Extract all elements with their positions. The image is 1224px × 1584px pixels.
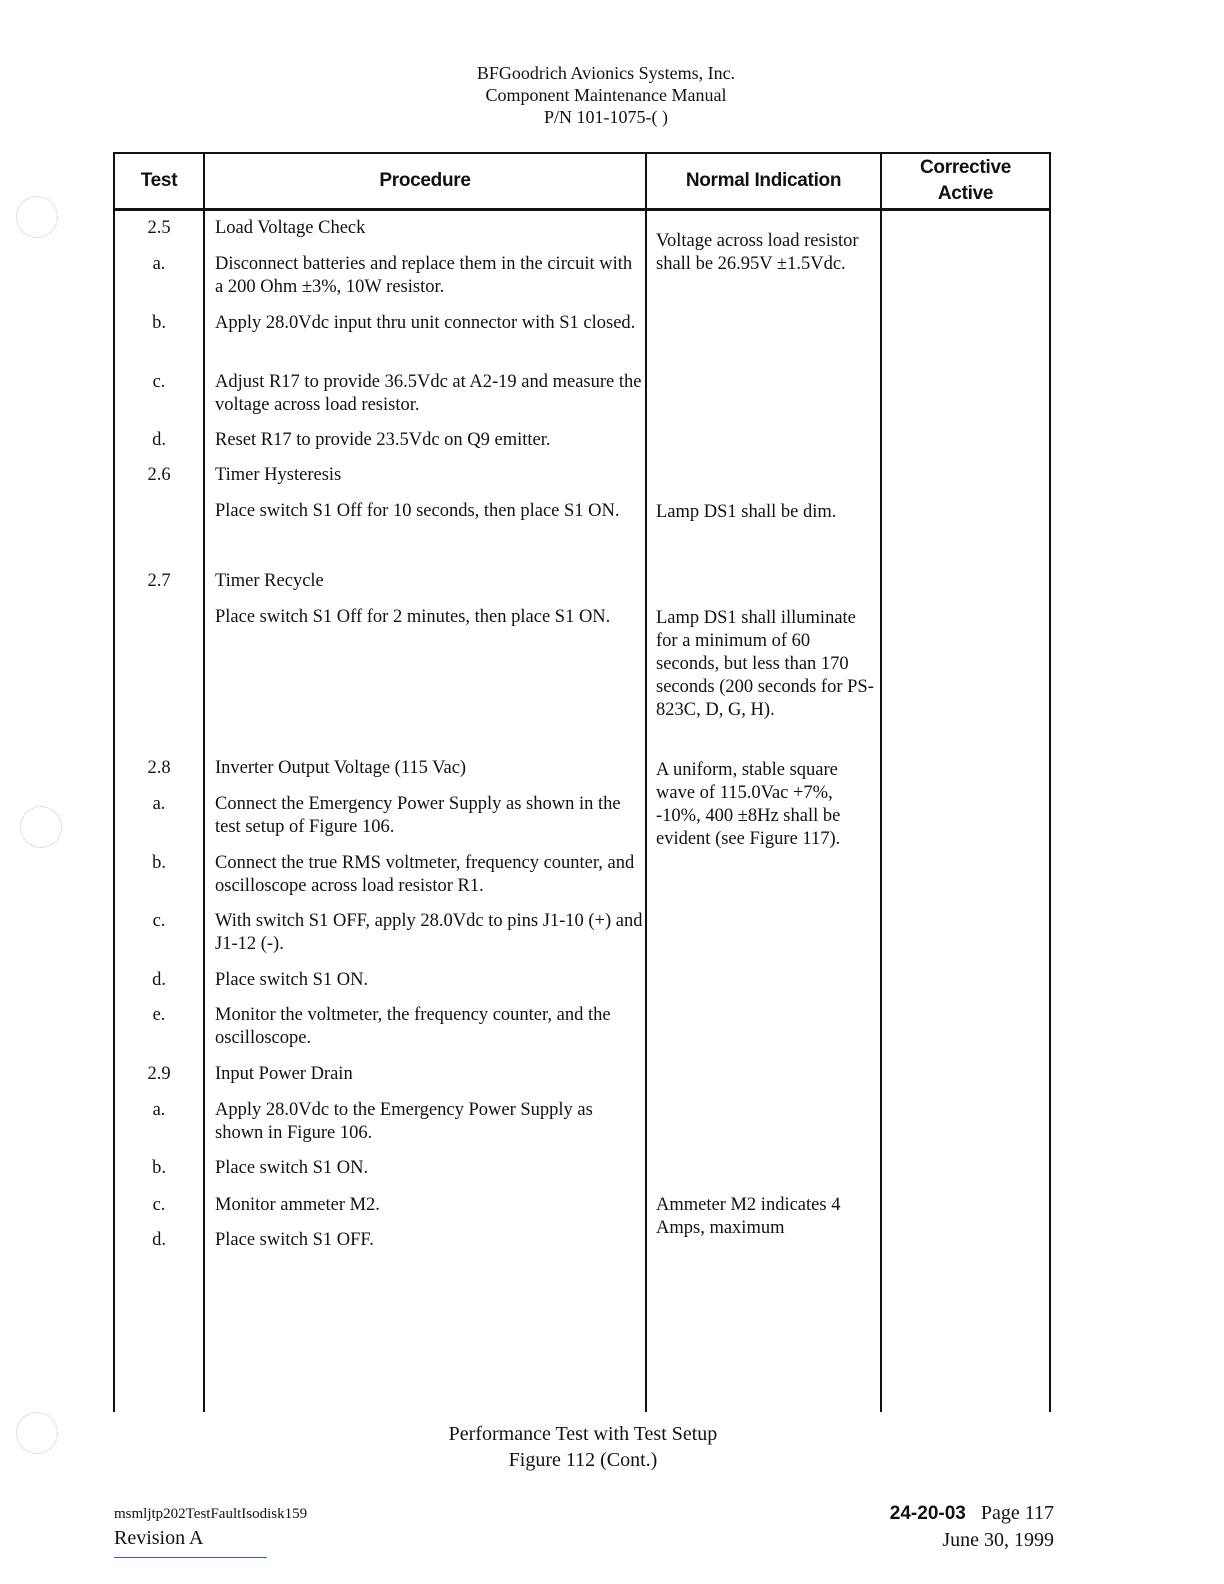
test-number: a. [152, 1100, 166, 1120]
procedure-step: Input Power Drain [215, 1064, 353, 1084]
document-number: 24-20-03 [889, 1503, 966, 1524]
test-number: a. [152, 254, 166, 274]
procedure-step: With switch S1 OFF, apply 28.0Vdc to pins J1-10 (+) and J1-12 (-). [215, 911, 643, 954]
test-number: 2.5 [147, 218, 171, 238]
procedure-step: Apply 28.0Vdc to the Emergency Power Supply as shown in Figure 106. [215, 1100, 593, 1143]
page-number: Page 117 [980, 1502, 1054, 1524]
table-header-rule [113, 208, 1051, 211]
table-column-rule [1049, 152, 1051, 1412]
footer-link-underline [114, 1557, 267, 1558]
table-column-rule [203, 152, 205, 1412]
footer-left [114, 1504, 307, 1552]
footer-date: June 30, 1999 [942, 1529, 1054, 1551]
normal-indication: A uniform, stable square wave of 115.0Vac +7%, -10%, 400 ±8Hz shall be evident (see Figure 117). [656, 760, 841, 849]
test-number: 2.8 [147, 758, 171, 778]
caption-figure-number: Figure 112 (Cont.) [508, 1449, 658, 1471]
test-number: b. [152, 853, 166, 873]
procedure-step: Connect the true RMS voltmeter, frequency counter, and oscilloscope across load resistor R1. [215, 853, 635, 896]
procedure-step: Place switch S1 Off for 10 seconds, then place S1 ON. [215, 501, 620, 521]
corrective-header-line1: Corrective [920, 157, 1011, 178]
page-header [0, 62, 1212, 128]
footer-right [890, 1500, 1054, 1553]
test-number: d. [152, 430, 166, 450]
test-number: 2.7 [147, 571, 171, 591]
table-column-rule [880, 152, 882, 1412]
procedure-step: Place switch S1 ON. [215, 1158, 369, 1178]
test-number: c. [152, 1195, 166, 1215]
footer-filename: msmljtp202TestFaultIsodisk159 [114, 1506, 308, 1522]
procedure-step: Place switch S1 ON. [215, 970, 369, 990]
procedure-step: Apply 28.0Vdc input thru unit connector with S1 closed. [215, 313, 636, 333]
procedure-step: Connect the Emergency Power Supply as shown in the test setup of Figure 106. [215, 794, 621, 837]
company-name: BFGoodrich Avionics Systems, Inc. [476, 63, 736, 83]
procedure-step: Monitor the voltmeter, the frequency counter, and the oscilloscope. [215, 1005, 611, 1048]
punch-hole-mark [16, 196, 58, 238]
caption-title: Performance Test with Test Setup [448, 1423, 718, 1445]
procedure-step: Reset R17 to provide 23.5Vdc on Q9 emitter. [215, 430, 551, 450]
procedure-step: Disconnect batteries and replace them in the circuit with a 200 Ohm ±3%, 10W resistor. [215, 254, 633, 297]
punch-hole-mark [20, 806, 62, 848]
column-header-corrective-active [882, 154, 1049, 208]
footer-revision: Revision A [114, 1527, 204, 1549]
test-number: d. [152, 970, 166, 990]
corrective-header-line2: Active [937, 183, 994, 204]
procedure-step: Place switch S1 Off for 2 minutes, then place S1 ON. [215, 607, 611, 627]
manual-title: Component Maintenance Manual [485, 85, 727, 105]
test-number: a. [152, 794, 166, 814]
procedure-step: Inverter Output Voltage (115 Vac) [215, 758, 467, 778]
part-number: P/N 101-1075-( ) [544, 107, 668, 127]
normal-indication: Voltage across load resistor shall be 26.95V ±1.5Vdc. [656, 231, 859, 274]
normal-indication: Lamp DS1 shall illuminate for a minimum of 60 seconds, but less than 170 seconds (200 seconds for PS-823C, D, G, H). [656, 608, 874, 720]
procedure-step: Monitor ammeter M2. [215, 1195, 380, 1215]
column-header-test: Test [140, 170, 178, 191]
normal-indication: Lamp DS1 shall be dim. [656, 502, 837, 522]
procedure-step: Timer Hysteresis [215, 465, 342, 485]
procedure-step: Place switch S1 OFF. [215, 1230, 374, 1250]
normal-indication: Ammeter M2 indicates 4 Amps, maximum [656, 1195, 841, 1238]
column-header-procedure: Procedure [379, 170, 471, 191]
test-number: d. [152, 1230, 166, 1250]
test-number: 2.6 [147, 465, 171, 485]
procedure-step: Load Voltage Check [215, 218, 366, 238]
table-column-rule [645, 152, 647, 1412]
procedure-step: Adjust R17 to provide 36.5Vdc at A2-19 and measure the voltage across load resistor. [215, 372, 642, 415]
test-number: 2.9 [147, 1064, 171, 1084]
procedure-step: Timer Recycle [215, 571, 324, 591]
test-number: c. [152, 372, 166, 392]
test-number: e. [152, 1005, 166, 1025]
test-number: b. [152, 1158, 166, 1178]
test-number: c. [152, 911, 166, 931]
table-column-rule [113, 152, 115, 1412]
procedure-table [113, 152, 1051, 1412]
test-number: b. [152, 313, 166, 333]
column-header-normal-indication: Normal Indication [685, 170, 842, 191]
figure-caption [0, 1421, 1166, 1473]
